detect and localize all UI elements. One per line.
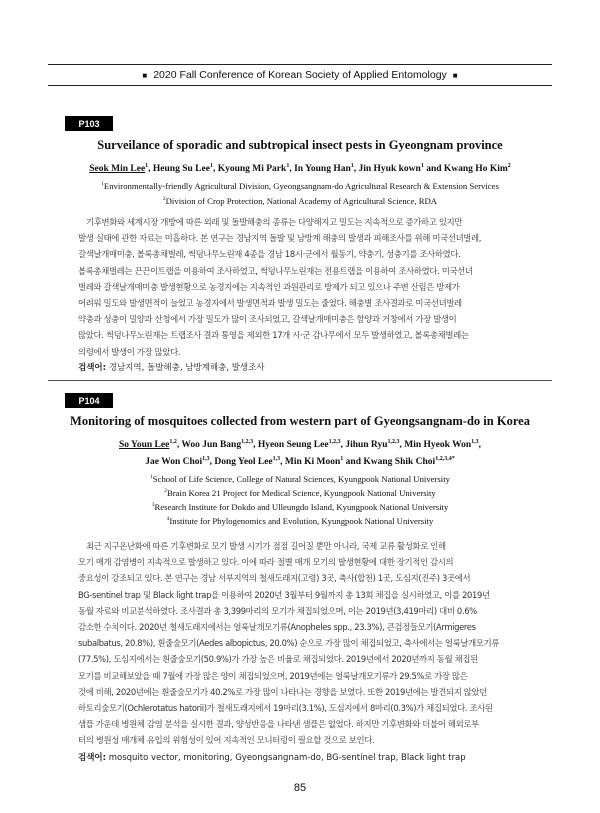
p104-affiliation-3: $^3$Research Institute for Dokdo and Ulleungdo Island, Kyungpook National University: [151, 502, 449, 512]
abstract-line: 감소한 수치이다. 2020년 철새도래지에서는 얼룩날개모기류(Anopheles spp., 23.3%), 큰검정들모기(Armigeres: [78, 622, 476, 633]
p104-keywords-label: 검색어:: [78, 753, 107, 763]
p103-author-4: Jin Hyuk kown: [358, 164, 421, 175]
abstract-line: 모기를 비교해보았을 때 7월에 가장 많은 양이 채집되었으며, 2019년에는 얼룩날개모기류가 29.5%로 가장 많은: [78, 670, 468, 681]
p103-badge: P103: [65, 116, 113, 131]
p103-keywords-text: 경남지역, 돌발해충, 남방계해충, 발생조사: [108, 363, 265, 373]
abstract-line: 볼록총채벌레는 끈끈이트랩을 이용하여 조사하였고, 썩덩나무노린재는 전용트랩을 이용하여 조사하였다. 미국선녀: [78, 265, 473, 276]
abstract-line: 중요성이 강조되고 있다. 본 연구는 경남 서부지역의 철새도래지(고령) 3곳, 축사(합천) 1곳, 도심지(진주) 3곳에서: [78, 573, 471, 584]
abstract-line: 동월 자료와 비교분석하였다. 조사결과 총 3,399마리의 모기가 채집되었으며, 이는 2019년(3,419마리) 대비 0.6%: [78, 605, 477, 616]
abstract-line: 약충과 성충이 밀양과 산청에서 가장 밀도가 많이 조사되었고, 갈색날개매미충은 함양과 거창에서 가장 발생이: [78, 314, 457, 325]
p104-keywords-text: mosquito vector, monitoring, Gyeongsangnam-do, BG-sentinel trap, Black light trap: [108, 753, 466, 763]
p104-author-5: Jae Won Choi: [145, 457, 203, 468]
section-divider: [48, 380, 552, 381]
p103-abstract: [78, 214, 530, 360]
p104-affiliation-1: $^1$School of Life Science, College of Natural Sciences, Kyungpook National University: [150, 474, 450, 484]
p104-author-2: Hyeon Seung Lee: [257, 440, 329, 451]
p104-affiliation-2: $^2$Brain Korea 21 Project for Medical Science, Kyungpook National University: [164, 488, 436, 498]
p104-abstract: [78, 538, 530, 749]
p103-author-3: In Young Han: [294, 164, 351, 175]
abstract-line: 모기 매개 감염병이 지속적으로 발생하고 있다. 이에 따라 절별 매개 모기의 발생현황에 대한 장기적인 감시의: [78, 557, 454, 568]
p104-author-4: Min Hyeok Won: [404, 440, 472, 451]
p104-title: Monitoring of mosquitoes collected from western part of Gyeongsangnam-do in Korea: [70, 414, 530, 428]
p103-authors: Seok Min Lee$^1$, Heung Su Lee$^1$, Kyoung Mi Park$^1$, In Young Han$^1$, Jin Hyuk kown$^1$ and Kwang Ho Kim$^2$: [89, 163, 511, 175]
abstract-line: 벌레와 갈색날개매미충 발생현황으로 농경지에는 지속적인 과원관리로 방제가 되고 있으나 주변 산림은 방제가: [78, 281, 460, 292]
abstract-line: (77.5%), 도심지에서는 흰줄숲모기(50.9%)가 가장 높은 비율로 채집되었다. 2019년에서 2020년까지 동월 채집된: [78, 654, 478, 665]
abstract-line: 터의 병원성 매개체 유입의 위험성이 있어 지속적인 모니터링이 필요할 것으로 보인다.: [78, 735, 375, 746]
p104-badge: P104: [65, 393, 113, 408]
p104-authors-line1: So Youn Lee$^{1,2}$, Woo Jun Bang$^{1,2,3}$, Hyeon Seung Lee$^{1,2,3}$, Jihun Ryu$^{1,2,3}$, Min Hyeok Won$^{1,3}$,: [118, 439, 481, 451]
abstract-line: 갈색날개매미충, 볼록총채벌레, 썩덩나무노린재 4종을 경남 18시·군에서 월동기, 약충기, 성충기를 조사하였다.: [78, 249, 461, 260]
p104-affiliation-4: $^4$Institute for Phylogenomics and Evolution, Kyungpook National University: [166, 516, 434, 526]
abstract-line: 샘플 가운데 병원체 감염 분석을 실시한 결과, 양성반응을 나타낸 샘플은 없었다. 하지만 기후변화와 더불어 해외로부: [78, 719, 479, 730]
abstract-line: 최근 지구온난화에 따른 기후변화로 모기 발생 시기가 점점 길어질 뿐만 아니라, 국제 교류 활성화로 인해: [86, 541, 446, 551]
abstract-line: 하토리숲모기(Ochlerotatus hatorii)가 철새도래지에서 19마리(3.1%), 도심지에서 8마리(0.3%)가 채집되었다. 조사된: [78, 703, 493, 714]
abstract-line: BG-sentinel trap 및 Black light trap을 이용하여 2020년 3월부터 9월까지 총 13회 채집을 실시하였고, 이를 2019년: [78, 589, 490, 600]
abstract-line: 많았다. 썩덩나무노린재는 트랩조사 결과 통영을 제외한 17개 시·군 감나무에서 모두 발생하였고, 볼록총채벌레는: [78, 330, 469, 341]
abstract-line: subalbatus, 20.8%), 흰줄숲모기(Aedes albopictus, 20.0%) 순으로 가장 많이 채집되었고, 축사에서는 얼룩날개모기류: [78, 638, 500, 649]
p103-keywords-label: 검색어:: [78, 363, 107, 373]
p103-title: Surveilance of sporadic and subtropical insect pests in Gyeongnam province: [97, 138, 503, 152]
header-square-right: ■: [452, 70, 458, 80]
p103-author-5: Kwang Ho Kim: [443, 164, 508, 175]
page-number: 85: [293, 782, 307, 794]
p104-author-7: Min Ki Moon: [284, 457, 341, 468]
p103-author-1: Heung Su Lee: [152, 164, 210, 175]
abstract-line: 어려워 밀도와 발생면적이 늘었고 농경지에서 발생면적과 발생 밀도는 줄었다. 해충별 조사결과로 미국선녀벌레: [78, 298, 462, 309]
p103-author-2: Kyoung Mi Park: [217, 164, 287, 175]
p103-author-0: Seok Min Lee: [89, 164, 146, 175]
p104-keywords: [78, 751, 530, 763]
p104-author-3: Jihun Ryu: [345, 440, 388, 451]
header-square-left: ■: [142, 70, 148, 80]
abstract-line: 발생 실태에 관한 자료는 미흡하다. 본 연구는 경남지역 돌발 및 남방계 해충의 발생과 피해조사를 위해 미국선녀벌레,: [78, 233, 482, 244]
p104-authors-line2: Jae Won Choi$^{1,3}$, Dong Yeol Lee$^{1,3}$, Min Ki Moon$^1$ and Kwang Shik Choi$^{1,2,3,4*}$: [145, 456, 455, 468]
p104-author-8: Kwang Shik Choi: [363, 457, 436, 468]
abstract-line: 기후변화와 세계시장 개방에 따른 외래 및 돌발해충의 종류는 다양해지고 밀도는 지속적으로 증가하고 있지만: [86, 217, 463, 227]
p103-affiliation-2: $^2$Division of Crop Protection, National Academy of Agricultural Science, RDA: [162, 196, 438, 206]
p103-keywords: [78, 361, 530, 373]
p104-author-0: So Youn Lee: [118, 440, 170, 451]
p104-author-6: Dong Yeol Lee: [214, 457, 273, 468]
abstract-line: 의령에서 발생이 가장 많았다.: [78, 346, 181, 357]
conference-header: [48, 64, 552, 86]
abstract-line: 것에 비해, 2020년에는 흰줄숲모기가 40.2%로 가장 많이 나타나는 경향을 보였다. 또한 2019년에는 발견되지 않았던: [78, 686, 487, 697]
p104-author-1: Woo Jun Bang: [181, 440, 242, 451]
p103-affiliation-1: $^1$Environmentally-friendly Agricultural Division, Gyeongsangnam-do Agricultural Research & Extension Services: [101, 181, 499, 191]
conference-title: 2020 Fall Conference of Korean Society of Applied Entomology: [153, 69, 447, 81]
